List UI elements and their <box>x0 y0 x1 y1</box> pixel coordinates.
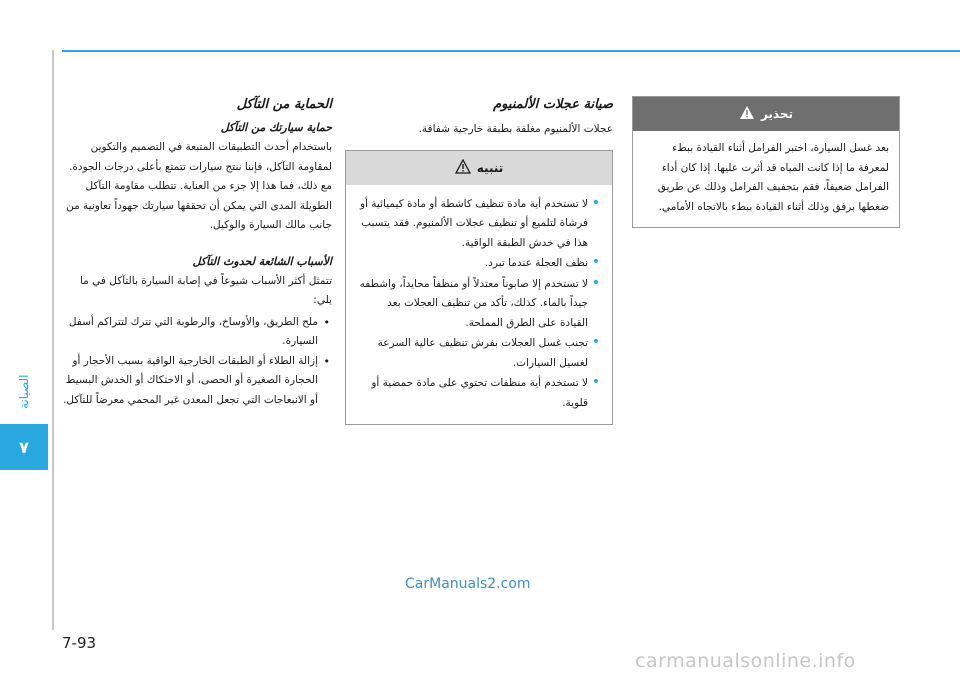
caution-list <box>356 195 602 414</box>
page-number: 7-93 <box>62 634 97 652</box>
list-item: • ملح الطريق، والأوساخ، والرطوبة التي تترك لتتراكم أسفل السيارة. <box>62 313 318 352</box>
bullet-list <box>62 313 332 411</box>
section-tab-label: الصيانة <box>17 374 31 410</box>
subheading: حماية سيارتك من التآكل <box>220 121 332 134</box>
subheading: الأسباب الشائعة لحدوث التآكل <box>192 254 332 268</box>
paragraph: تتمثل أكثر الأسباب شيوعاً في إصابة السيارة بالتآكل في ما يلي: <box>79 274 332 306</box>
paragraph: باستخدام أحدث التطبيقات المتبعة في التصميم والتكوين لمقاومة التآكل، فإننا ننتج سيارات تتمتع بأعلى درجات الجودة. مع ذلك، فما هذا إلا جزء من العناية. تتطلب مقاومة التآكل الطويلة المدى التي يمكن أن تحققها سيارتك جهوداً تعاونية من جانب مالك السيارة والوكيل. <box>66 141 332 231</box>
list-item: • لا تستخدم أية مادة تنظيف كاشطة أو مادة كيميائية أو فرشاة لتلميع أو تنظيف عجلات الألمنيوم. فقد يتسبب هذا في خدش الطبقة الواقية. <box>356 195 588 254</box>
caution-triangle-icon <box>455 159 471 177</box>
section-tab-number: ٧ <box>0 424 48 470</box>
caution-title: تنبيه <box>476 160 504 175</box>
list-item: • لا تستخدم إلا صابوناً معتدلاً أو منظفاً محايداً، واشطفه جيداً بالماء. كذلك، تأكد من تنظيف العجلات بعد القيادة على الطرق المملحة. <box>356 275 588 334</box>
warning-text: بعد غسل السيارة، اختبر الفرامل أثناء القيادة ببطء لمعرفة ما إذا كانت المياه قد أثرت عليها. إذا كان أداء الفرامل ضعيفاً، فقم بتجفيف الفرامل وذلك عن طريق ضغطها برفق وذلك أثناء القيادة ببطء بالاتجاه الأمامي. <box>657 142 889 213</box>
section-heading: الحماية من التآكل <box>236 97 332 112</box>
paragraph: عجلات الألمنيوم مغلفة بطبقة خارجية شفافة. <box>418 123 613 135</box>
watermark-text: carmanualsonline.info <box>635 650 856 672</box>
list-item: • لا تستخدم أية منظفات تحتوي على مادة حمضية أو قلوية. <box>356 374 588 413</box>
warning-triangle-icon <box>739 105 755 123</box>
warning-header <box>633 97 899 131</box>
caution-box <box>345 150 613 426</box>
section-tab[interactable] <box>0 0 48 470</box>
margin-rule <box>52 50 54 630</box>
wheel-care-column <box>345 96 613 425</box>
caution-header <box>346 151 612 185</box>
list-item: • تجنب غسل العجلات بفرش تنظيف عالية السرعة لغسيل السيارات. <box>356 334 588 373</box>
watermark-link[interactable]: CarManuals2.com <box>405 576 531 592</box>
warning-column <box>632 96 900 228</box>
warning-title: تحذير <box>760 107 794 121</box>
list-item: • نظف العجلة عندما تبرد. <box>356 254 588 274</box>
list-item: • إزالة الطلاء أو الطبقات الخارجية الواقية بسبب الأحجار أو الحجارة الصغيرة أو الحصى، أو الاحتكاك أو الخدش البسيط أو الانبعاجات التي تجعل المعدن غير المحمي معرضاً للتآكل. <box>62 352 318 411</box>
header-rule <box>62 50 960 52</box>
warning-box <box>632 96 900 228</box>
section-heading: صيانة عجلات الألمنيوم <box>493 97 613 112</box>
corrosion-column <box>62 96 332 410</box>
